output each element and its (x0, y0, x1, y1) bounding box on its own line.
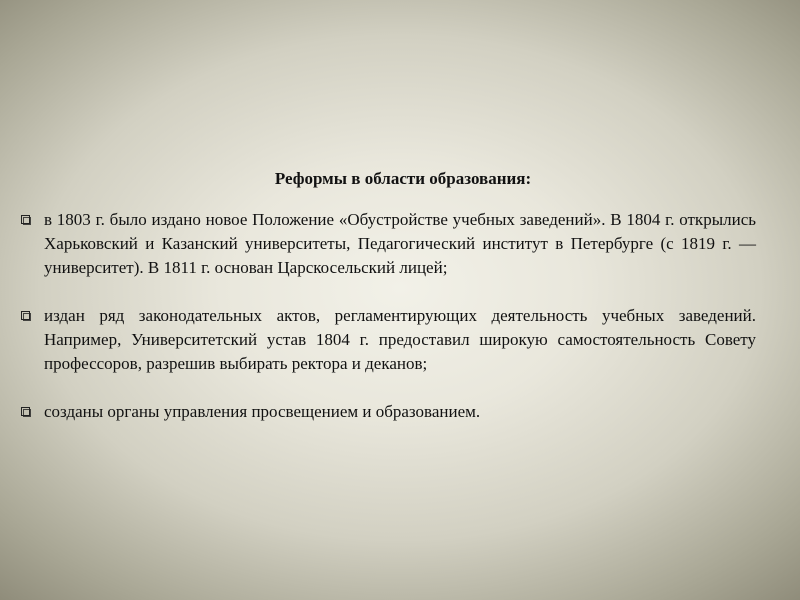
bullet-item-2 (20, 304, 756, 376)
slide-title: Реформы в области образования: (274, 169, 532, 188)
checkbox-bullet-icon (21, 311, 31, 321)
bullet-text: издан ряд законодательных актов, регламентирующих деятельность учебных заведений. Например, Университетский устав 1804 г. предоставил широкую самостоятельность Совету профессоров, разрешив выбирать ректора и деканов; (44, 306, 756, 373)
checkbox-bullet-icon (21, 407, 31, 417)
checkbox-bullet-icon (21, 215, 31, 225)
bullet-item-3 (20, 400, 756, 424)
bullet-text: созданы органы управления просвещением и образованием. (44, 402, 481, 421)
bullet-item-1 (20, 208, 756, 280)
bullet-text: в 1803 г. было издано новое Положение «Обустройстве учебных заведений». В 1804 г. открылись Харьковский и Казанский университеты, Педагогический институт в Петербурге (с 1819 г. — университет). В 1811 г. основан Царскосельский лицей; (44, 210, 756, 277)
slide-content (20, 168, 756, 448)
